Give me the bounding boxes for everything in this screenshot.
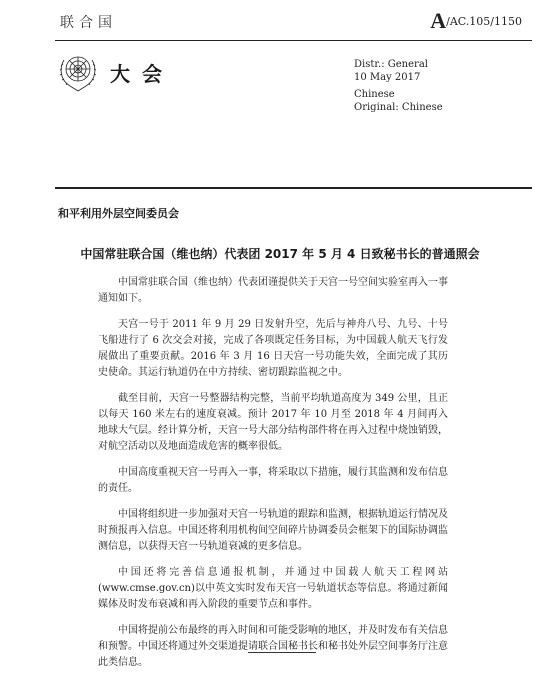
paragraph: 中国常驻联合国（维也纳）代表团谨提供关于天宫一号空间实验室再入一事通知如下。 [98, 277, 448, 304]
paragraph: 截至目前，天宫一号整器结构完整，当前平均轨道高度为 349 公里，且正以每天 160 米左右的速度衰减。预计 2017 年 10 月至 2018 年 4 月间再入地球大气层。经计算分析，天宫一号大部分结构部件将在再入过程中烧蚀销毁，对航空活动以及地面造成危害的概率很低。 [98, 393, 448, 452]
document-date: 10 May 2017 [354, 72, 421, 83]
un-emblem-icon [58, 52, 98, 94]
org-name: 联合国 [60, 15, 117, 31]
header-rule-bottom [55, 187, 532, 189]
paragraph: 中国将组织进一步加强对天宫一号轨道的跟踪和监测，根据轨道运行情况及时预报再入信息。中国还将利用机构间空间碎片协调委员会框架下的国际协调监测信息，以获得天宫一号轨道衰减的更多信息。 [98, 509, 448, 552]
end-rule [248, 652, 316, 653]
note-title: 中国常驻联合国（维也纳）代表团 2017 年 5 月 4 日致秘书长的普通照会 [80, 247, 480, 261]
symbol-number: /AC.105/1150 [446, 15, 522, 28]
paragraph: 天宫一号于 2011 年 9 月 29 日发射升空，先后与神舟八号、九号、十号飞船进行了 6 次交会对接，完成了各项既定任务目标，为中国载人航天飞行发展做出了重要贡献。2016 年 3 月 16 日天宫一号功能失效，全面完成了其历史使命。其运行轨道仍在中方持续、密切跟踪监视之中。 [98, 319, 448, 378]
document-symbol [430, 8, 522, 34]
distribution-label: Distr.: General [354, 59, 428, 70]
symbol-prefix: A [430, 8, 447, 33]
note-body [98, 275, 448, 681]
paragraph: 中国还将完善信息通报机制，并通过中国载人航天工程网站(www.cmse.gov.cn)以中英文实时发布天宫一号轨道状态等信息。将通过新闻媒体及时发布衰减和再入阶段的重要节点和事件。 [98, 567, 448, 610]
document-language: Chinese [354, 89, 395, 100]
header-rule-top [55, 40, 532, 41]
distribution-block [354, 58, 443, 114]
committee-name: 和平利用外层空间委员会 [58, 207, 179, 220]
paragraph: 中国高度重视天宫一号再入一事，将采取以下措施，履行其监测和发布信息的责任。 [98, 467, 448, 494]
original-language: Original: Chinese [354, 102, 443, 113]
paragraph: 中国将提前公布最终的再入时间和可能受影响的地区，并及时发布有关信息和预警。中国还将通过外交渠道提请联合国秘书长和秘书处外层空间事务厅注意此类信息。 [98, 625, 448, 668]
body-name: 大会 [110, 62, 174, 86]
